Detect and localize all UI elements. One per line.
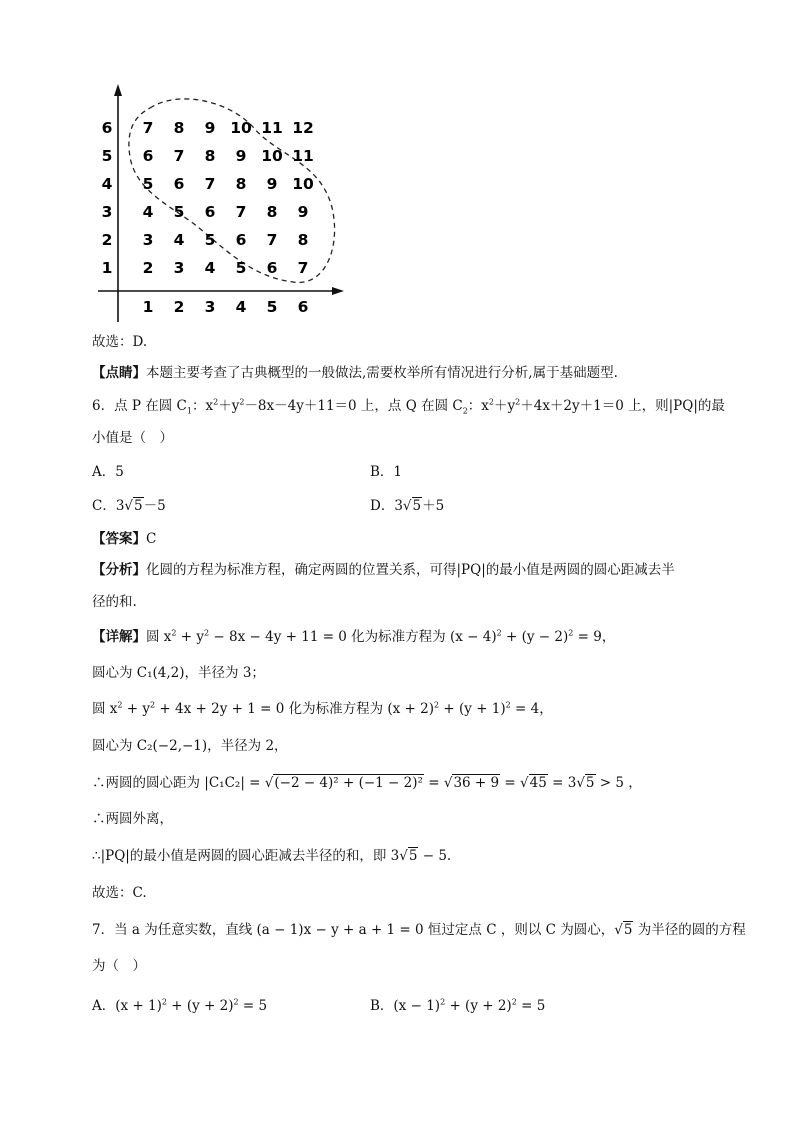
grid-cell: 7 xyxy=(204,175,216,193)
grid-cell: 4 xyxy=(142,203,154,221)
grid-cell: 6 xyxy=(173,175,185,193)
q6-option-a[interactable]: A．5 xyxy=(92,464,124,480)
x-axis-arrow xyxy=(332,287,344,295)
question-6-line2: 小值是（ ） xyxy=(92,430,173,446)
grid-cell: 10 xyxy=(292,175,314,193)
grid-cell: 8 xyxy=(235,175,247,193)
grid-cell: 6 xyxy=(235,231,247,249)
detail-line-6: ∴两圆外离， xyxy=(92,811,173,827)
dianjing-text: 本题主要考查了古典概型的一般做法,需要枚举所有情况进行分析,属于基础题型. xyxy=(146,365,618,381)
y-axis-label: 3 xyxy=(101,203,113,221)
answer-value: C xyxy=(146,531,157,547)
question-7-line2: 为（ ） xyxy=(92,958,146,974)
question-7: 7．当 a 为任意实数，直线 (a − 1)x − y + a + 1 = 0 恒过定点 C ，则以 C 为圆心，√5 为半径的圆的方程 xyxy=(92,922,746,938)
detail-line-7: ∴|PQ|的最小值是两圆的圆心距减去半径的和，即 3√5 − 5. xyxy=(92,848,452,864)
grid-cell: 5 xyxy=(173,203,185,221)
analysis-line-1: 【分析】化圆的方程为标准方程，确定两圆的位置关系，可得|PQ|的最小值是两圆的圆心距减去半 xyxy=(92,562,675,578)
choose-d: 故选：D. xyxy=(92,334,148,350)
grid-cell: 11 xyxy=(261,119,283,137)
x-axis-label: 5 xyxy=(266,298,278,316)
grid-cell: 9 xyxy=(235,147,247,165)
y-axis-label: 1 xyxy=(101,259,113,277)
grid-cell: 9 xyxy=(297,203,309,221)
grid-cell: 10 xyxy=(230,119,252,137)
x-axis-label: 4 xyxy=(235,298,247,316)
grid-cell: 4 xyxy=(204,259,216,277)
grid-cell: 5 xyxy=(235,259,247,277)
y-axis-arrow xyxy=(114,84,122,96)
detail-line-3: 圆 $x^2 + y^2 + 4x + 2y + 1 = 0$ 化为标准方程为 $(x + 2)^2 + (y + 1)^2 = 4$， xyxy=(92,700,553,717)
q6-option-d[interactable]: D．3√5＋5 xyxy=(370,498,445,514)
y-axis-label: 5 xyxy=(101,147,113,165)
grid-cell: 12 xyxy=(292,119,314,137)
y-axis-label: 2 xyxy=(101,231,113,249)
grid-cell: 4 xyxy=(173,231,185,249)
grid-cell: 6 xyxy=(204,203,216,221)
grid-cell: 8 xyxy=(204,147,216,165)
grid-cell: 10 xyxy=(261,147,283,165)
x-axis-label: 3 xyxy=(204,298,216,316)
grid-cell: 3 xyxy=(142,231,154,249)
x-axis-label: 1 xyxy=(142,298,154,316)
grid-cell: 6 xyxy=(266,259,278,277)
answer-line xyxy=(92,530,156,548)
y-axis-label: 6 xyxy=(101,119,113,137)
grid-cell: 8 xyxy=(297,231,309,249)
grid-cell: 11 xyxy=(292,147,314,165)
choose-c: 故选：C. xyxy=(92,885,147,901)
q6-option-b[interactable]: B．1 xyxy=(370,464,403,480)
grid-cell: 3 xyxy=(173,259,185,277)
q7-option-b[interactable]: B．$(x - 1)^2 + (y + 2)^2 = 5$ xyxy=(370,997,546,1014)
detail-line-4: 圆心为 C₂(−2,−1)，半径为 2， xyxy=(92,738,288,754)
grid-cell: 7 xyxy=(142,119,154,137)
grid-cell: 7 xyxy=(173,147,185,165)
x-axis-label: 6 xyxy=(297,298,309,316)
detail-line-5: ∴两圆的圆心距为 |C₁C₂| = √(−2 − 4)² + (−1 − 2)² = √36 + 9 = √45 = 3√5 > 5 ， xyxy=(92,775,642,791)
detail-line-1: 【详解】圆 $x^2 + y^2 - 8x - 4y + 11 = 0$ 化为标准方程为 $(x - 4)^2 + (y - 2)^2 = 9$， xyxy=(92,628,616,645)
sum-grid-figure xyxy=(88,82,348,327)
grid-cell: 9 xyxy=(204,119,216,137)
q6-option-c[interactable]: C．3√5－5 xyxy=(92,498,166,514)
grid-cell: 6 xyxy=(142,147,154,165)
detail-line-2: 圆心为 C₁(4,2)，半径为 3； xyxy=(92,665,265,681)
analysis-line-2: 径的和. xyxy=(92,594,137,610)
dianjing-line xyxy=(92,364,618,382)
grid-cell: 9 xyxy=(266,175,278,193)
y-axis-label: 4 xyxy=(101,175,113,193)
x-axis-label: 2 xyxy=(173,298,185,316)
q7-option-a[interactable]: A．$(x + 1)^2 + (y + 2)^2 = 5$ xyxy=(92,997,268,1014)
grid-cell: 7 xyxy=(235,203,247,221)
grid-cell: 7 xyxy=(266,231,278,249)
grid-cell: 5 xyxy=(204,231,216,249)
grid-cell: 8 xyxy=(173,119,185,137)
grid-cell: 2 xyxy=(142,259,154,277)
question-6: 6．点 P 在圆 $C_1$：$x^2+y^2-8x-4y+11=0$ 上，点 Q 在圆 $C_2$：$x^2+y^2+4x+2y+1=0$ 上，则|PQ|的最 xyxy=(92,397,725,416)
grid-cell: 7 xyxy=(297,259,309,277)
grid-cell: 5 xyxy=(142,175,154,193)
dianjing-tag: 【点睛】 xyxy=(92,365,146,381)
answer-tag: 【答案】 xyxy=(92,531,146,547)
grid-cell: 8 xyxy=(266,203,278,221)
